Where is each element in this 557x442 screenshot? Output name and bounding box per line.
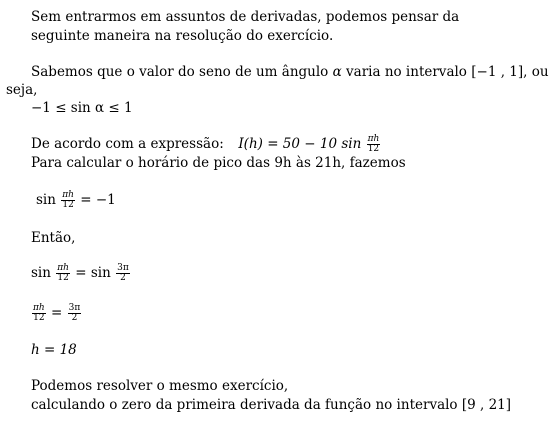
expression-line (31, 135, 381, 154)
alpha-symbol: α (332, 64, 342, 80)
eq3-numerator-right: 3π (68, 303, 81, 313)
entao-line: Então, (31, 230, 76, 246)
conclusion-line-2 (31, 396, 511, 414)
eq1-denominator: 12 (62, 200, 74, 210)
expression-fraction (367, 135, 381, 154)
sine-interval-text: Sabemos que o valor do seno de um ângulo (31, 64, 329, 80)
intro-line-2: seguinte maneira na resolução do exercício. (31, 28, 334, 44)
eq2-denominator-right: 2 (120, 273, 126, 283)
sine-interval-sentence (31, 63, 549, 81)
sine-interval-text-2: varia no intervalo (346, 64, 467, 80)
conclusion-interval: [9 , 21] (461, 397, 512, 413)
sine-interval-tail: , ou (523, 64, 549, 80)
sine-interval-math: [−1 , 1] (471, 64, 524, 80)
eq3-denominator-left: 12 (33, 313, 45, 323)
eq2-sin: sin (31, 265, 51, 281)
eq2-denominator-left: 12 (57, 273, 69, 283)
equation-4: h = 18 (31, 342, 77, 358)
eq1-numerator: πh (62, 190, 74, 200)
intro-line-1: Sem entrarmos em assuntos de derivadas, podemos pensar da (31, 9, 460, 25)
eq1-rhs: = −1 (80, 192, 116, 208)
eq3-numerator-left: πh (33, 303, 45, 313)
eq2-fraction-right (116, 264, 130, 283)
eq3-denominator-right: 2 (71, 313, 78, 323)
equation-3 (31, 304, 82, 323)
fraction-numerator: πh (367, 134, 380, 144)
eq2-mid: = sin (75, 265, 111, 281)
conclusion-text: calculando o zero da primeira derivada da função no intervalo (31, 397, 458, 413)
eq1-sin: sin (36, 192, 56, 208)
eq1-fraction (61, 191, 75, 210)
conclusion-line-1: Podemos resolver o mesmo exercício, (31, 378, 289, 394)
sine-inequality: −1 ≤ sin α ≤ 1 (31, 100, 133, 116)
eq3-fraction-right (68, 304, 82, 323)
equation-2 (31, 264, 131, 283)
eq2-numerator-left: πh (57, 263, 69, 273)
eq2-fraction-left (56, 264, 70, 283)
expression-lhs: I(h) = 50 − 10 sin (238, 136, 362, 152)
eq2-numerator-right: 3π (117, 263, 129, 273)
peak-line: Para calcular o horário de pico das 9h às 21h, fazemos (31, 155, 406, 171)
fraction-denominator: 12 (367, 144, 380, 154)
equation-1 (36, 191, 116, 210)
sine-interval-cont: seja, (6, 82, 38, 98)
eq3-fraction-left (32, 304, 46, 323)
eq3-equals: = (51, 305, 63, 321)
expression-label: De acordo com a expressão: (31, 136, 224, 152)
